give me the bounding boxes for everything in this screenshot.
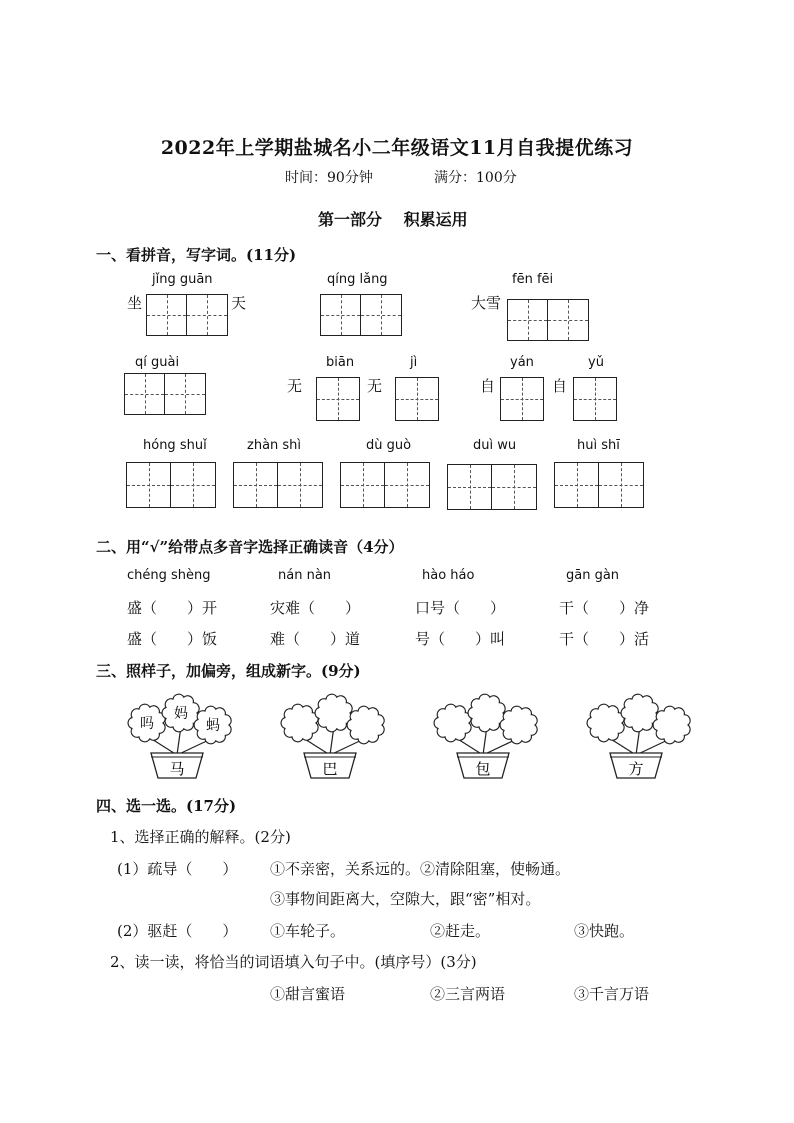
pinyin-label: huì shī [577, 438, 620, 453]
writing-grid[interactable] [554, 462, 644, 508]
polyphone-item[interactable]: 干（ ）净 [559, 599, 650, 617]
q1b-option: ③快跑。 [574, 922, 635, 940]
pot-base-character: 巴 [322, 760, 338, 778]
pot-base-character: 包 [475, 760, 491, 778]
flower-blank[interactable] [500, 706, 537, 744]
q2-option: ③千言万语 [574, 985, 650, 1003]
section4-heading: 四、选一选。(17分) [96, 797, 237, 815]
pinyin-options: chéng shèng [127, 568, 211, 583]
pinyin-label: biān [326, 355, 355, 370]
q1a-options: ①不亲密，关系远的。②清除阻塞，使畅通。 [270, 860, 571, 878]
q1a-options: ③事物间距离大，空隙大，跟“密”相对。 [270, 890, 541, 908]
polyphone-item[interactable]: 干（ ）活 [559, 630, 650, 648]
pinyin-label: fēn fēi [512, 272, 554, 287]
pinyin-label: qí guài [135, 355, 180, 370]
flower-blank[interactable] [587, 704, 624, 742]
section3-heading: 三、照样子，加偏旁，组成新字。(9分) [96, 662, 361, 680]
writing-grid[interactable] [395, 377, 439, 421]
q1b-option: ②赶走。 [430, 922, 491, 940]
flower-blank[interactable] [281, 704, 318, 742]
part-heading: 第一部分 积累运用 [318, 210, 468, 229]
writing-grid[interactable] [233, 462, 323, 508]
prefix-text: 无 [287, 377, 303, 395]
writing-grid[interactable] [340, 462, 430, 508]
section1-heading: 一、看拼音，写字词。(11分) [96, 246, 297, 264]
flower-pots-illustration [0, 693, 794, 783]
polyphone-item[interactable]: 灾难（ ） [270, 599, 361, 617]
exam-time: 时间：90分钟 [285, 170, 373, 186]
polyphone-item[interactable]: 号（ ）叫 [415, 630, 506, 648]
polyphone-item[interactable]: 盛（ ）开 [127, 599, 218, 617]
flower-character: 蚂 [206, 718, 220, 734]
writing-grid[interactable] [146, 294, 228, 336]
pinyin-label: jǐng guān [152, 272, 213, 287]
writing-grid[interactable] [126, 462, 216, 508]
flower-blank[interactable] [347, 706, 384, 744]
q2-option: ②三言两语 [430, 985, 506, 1003]
flower-pot [434, 694, 537, 778]
q1b-option: ①车轮子。 [270, 922, 346, 940]
q2-title: 2、读一读，将恰当的词语填入句子中。(填序号）(3分) [110, 953, 477, 971]
pinyin-label: jì [410, 355, 418, 370]
writing-grid[interactable] [320, 294, 402, 336]
flower-pot [587, 694, 690, 778]
writing-grid[interactable] [507, 299, 589, 341]
writing-grid[interactable] [316, 377, 360, 421]
writing-grid[interactable] [573, 377, 617, 421]
polyphone-item[interactable]: 难（ ）道 [270, 630, 361, 648]
flower-blank[interactable] [434, 704, 471, 742]
exam-score: 满分：100分 [434, 170, 517, 186]
flower-character: 吗 [140, 716, 154, 732]
polyphone-item[interactable]: 盛（ ）饭 [127, 630, 218, 648]
pinyin-options: hào háo [422, 568, 475, 583]
pinyin-label: zhàn shì [247, 438, 302, 453]
pinyin-label: yǔ [588, 355, 604, 370]
suffix-text: 天 [231, 294, 247, 312]
pot-base-character: 马 [169, 760, 185, 778]
flower-pot [281, 694, 384, 778]
prefix-text: 自 [480, 377, 496, 395]
prefix-text: 自 [552, 377, 568, 395]
q1a-label[interactable]: (1）疏导（ ） [117, 860, 238, 878]
q1b-label[interactable]: (2）驱赶（ ） [117, 922, 238, 940]
pinyin-label: yán [510, 355, 534, 370]
prefix-text: 大雪 [471, 294, 502, 312]
writing-grid[interactable] [447, 464, 537, 510]
writing-grid[interactable] [500, 377, 544, 421]
pinyin-label: duì wu [473, 438, 517, 453]
writing-grid[interactable] [124, 373, 206, 415]
flower-character: 妈 [174, 706, 188, 722]
pinyin-options: nán nàn [278, 568, 332, 583]
polyphone-item[interactable]: 口号（ ） [415, 599, 506, 617]
pot-base-character: 方 [628, 760, 644, 778]
page-title: 2022年上学期盐城名小二年级语文11月自我提优练习 [160, 137, 634, 159]
q1-title: 1、选择正确的解释。(2分) [110, 828, 291, 846]
prefix-text: 坐 [127, 294, 143, 312]
flower-blank[interactable] [653, 706, 690, 744]
pinyin-label: hóng shuǐ [143, 438, 207, 453]
q2-option: ①甜言蜜语 [270, 985, 346, 1003]
prefix-text: 无 [367, 377, 383, 395]
pinyin-options: gān gàn [566, 568, 620, 583]
section2-heading: 二、用“√”给带点多音字选择正确读音（4分） [96, 538, 404, 556]
pinyin-label: qíng lǎng [327, 272, 388, 287]
pinyin-label: dù guò [366, 438, 412, 453]
flower-pot [128, 694, 231, 778]
